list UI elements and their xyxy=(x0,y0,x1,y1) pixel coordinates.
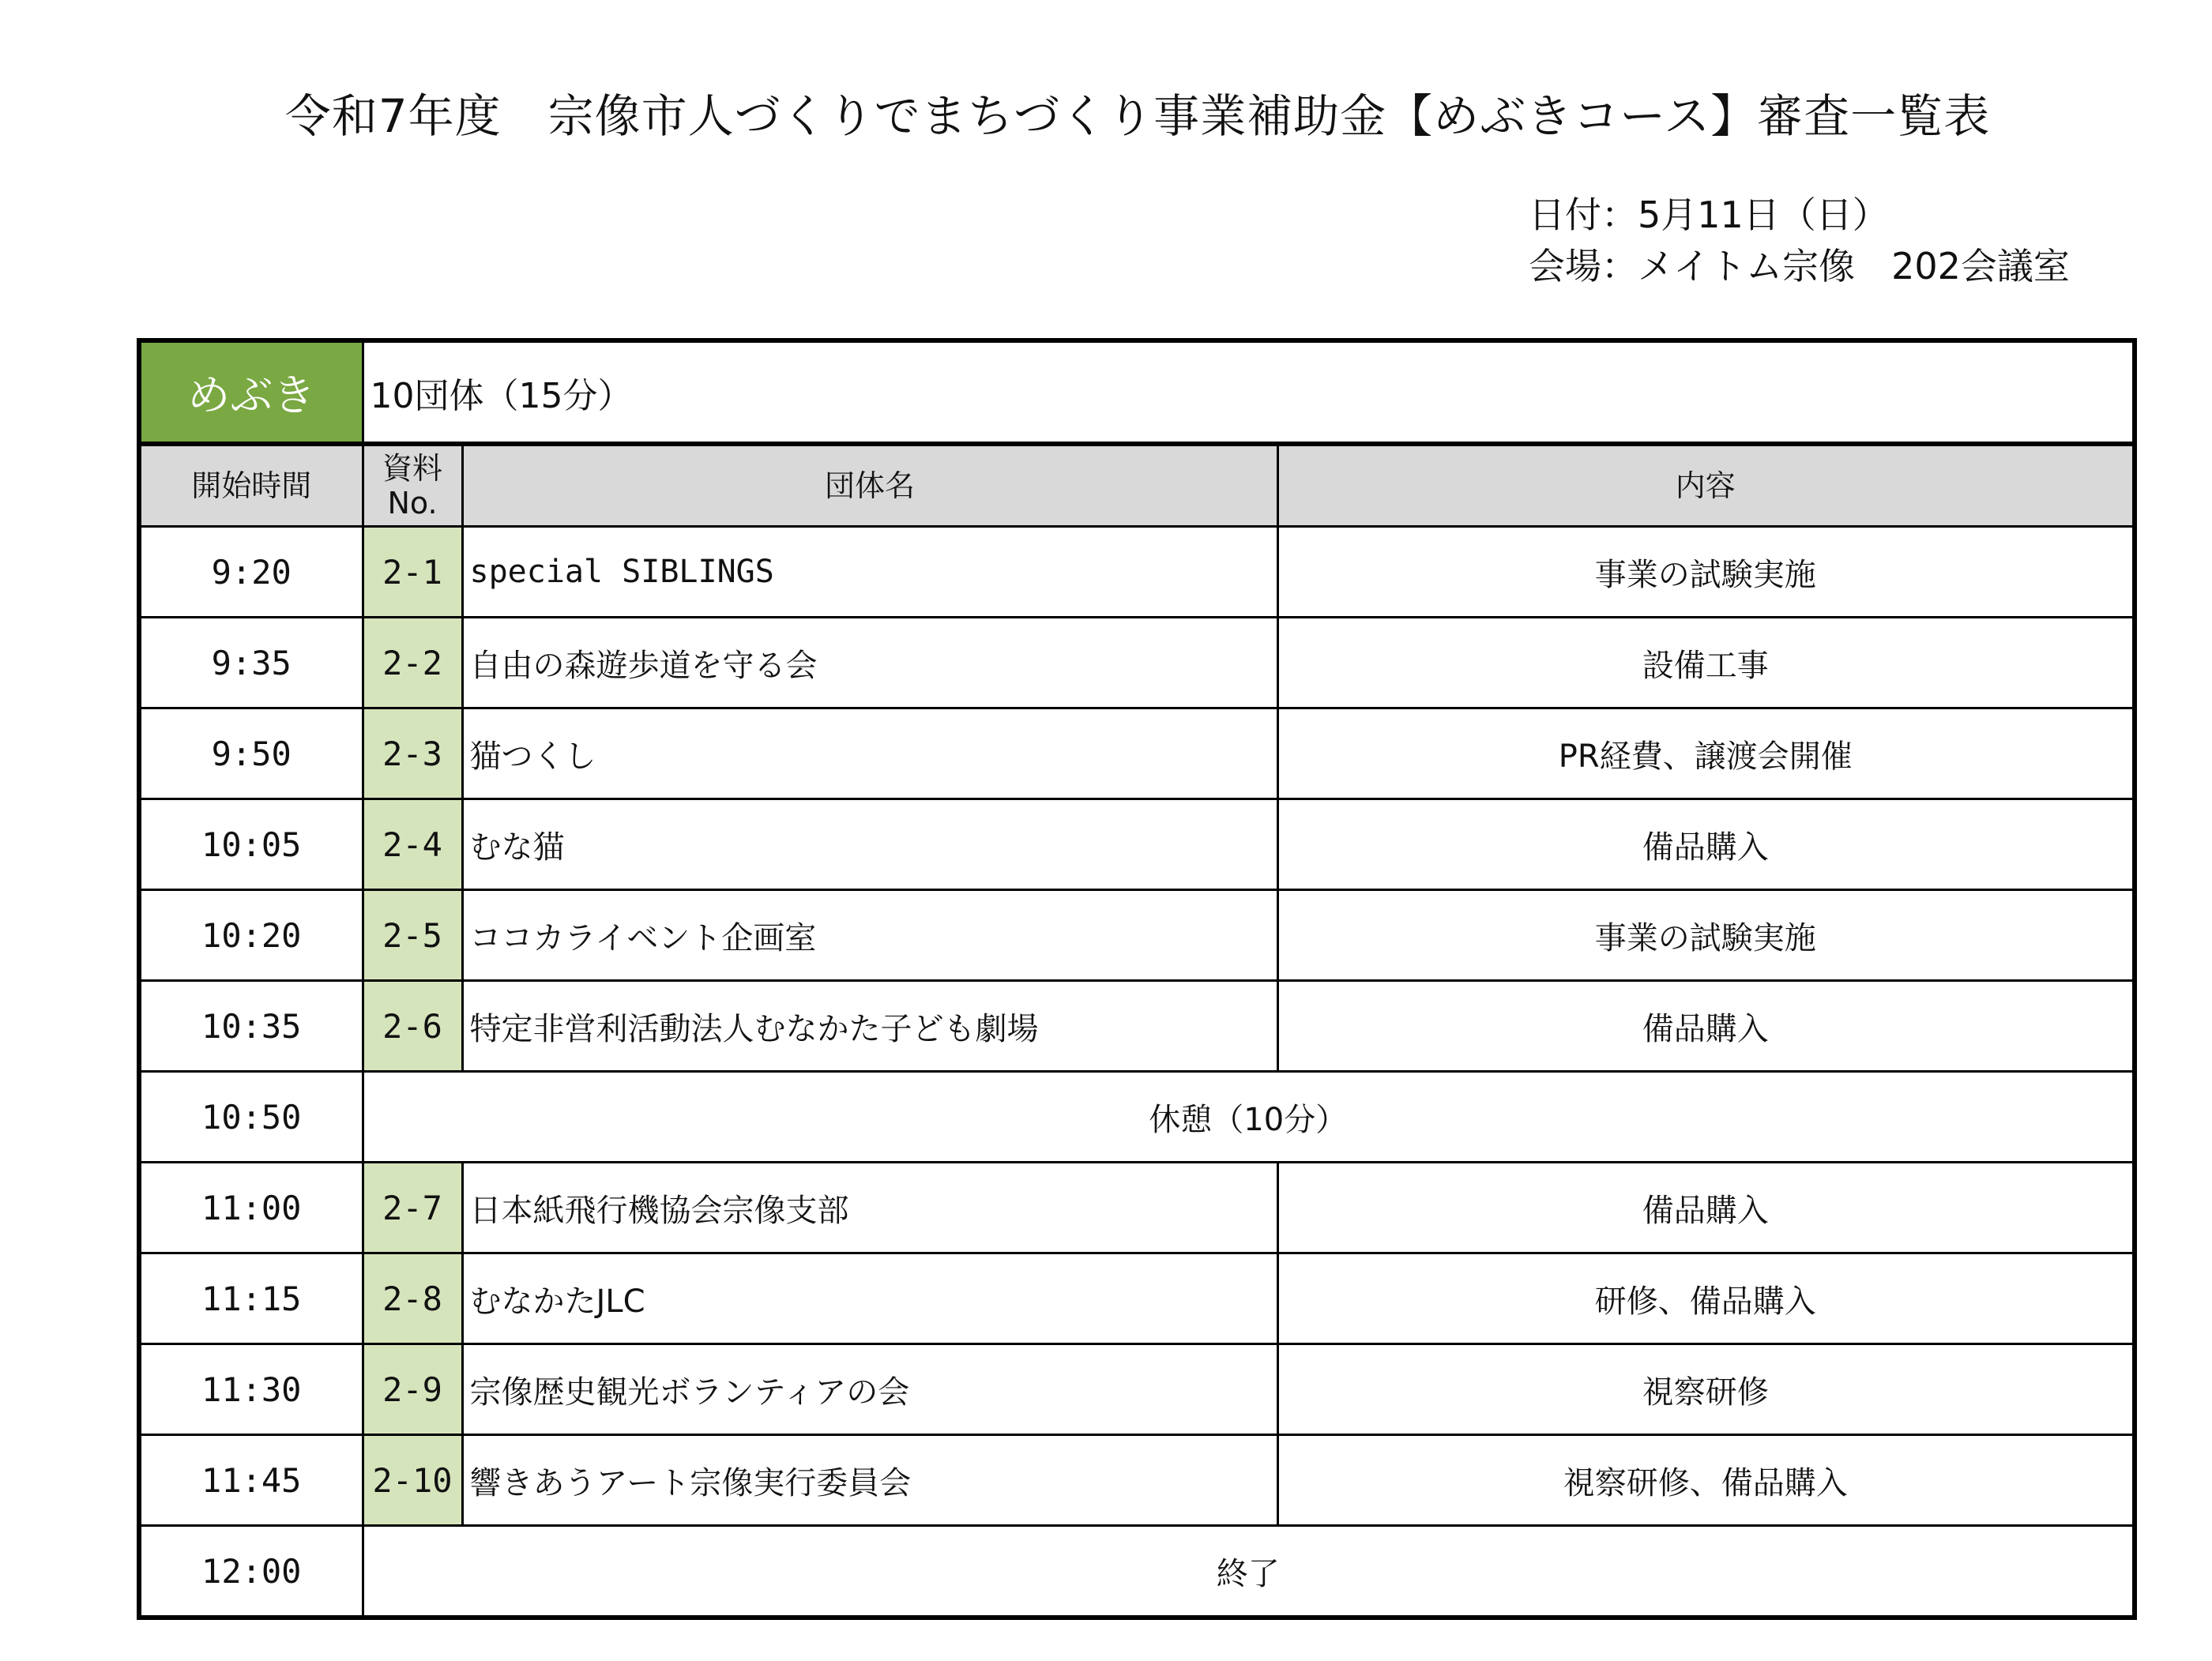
table-row xyxy=(139,708,2135,799)
org-name: 日本紙飛行機協会宗像支部 xyxy=(462,1163,1277,1253)
start-time: 12:00 xyxy=(139,1526,363,1618)
break-row xyxy=(139,1072,2135,1163)
content: 備品購入 xyxy=(1277,1163,2135,1253)
table-row xyxy=(139,527,2135,618)
org-name: 猫つくし xyxy=(462,708,1277,799)
content: 視察研修、備品購入 xyxy=(1277,1435,2135,1526)
end-row xyxy=(139,1526,2135,1618)
content: 備品購入 xyxy=(1277,981,2135,1072)
doc-no: 2-1 xyxy=(363,527,462,618)
table-row xyxy=(139,890,2135,981)
content: 備品購入 xyxy=(1277,799,2135,890)
content: 設備工事 xyxy=(1277,618,2135,708)
doc-no: 2-10 xyxy=(363,1435,462,1526)
content: 事業の試験実施 xyxy=(1277,890,2135,981)
header-doc-no xyxy=(363,444,462,527)
org-name: 響きあうアート宗像実行委員会 xyxy=(462,1435,1277,1526)
org-name: 特定非営利活動法人むなかた子ども劇場 xyxy=(462,981,1277,1072)
table-row xyxy=(139,1163,2135,1253)
doc-no: 2-2 xyxy=(363,618,462,708)
table-row xyxy=(139,1253,2135,1344)
content: 事業の試験実施 xyxy=(1277,527,2135,618)
event-venue: 会場：メイトム宗像 202会議室 xyxy=(1529,245,2070,287)
course-row xyxy=(139,340,2135,444)
start-time: 11:00 xyxy=(139,1163,363,1253)
doc-no: 2-8 xyxy=(363,1253,462,1344)
org-name: 宗像歴史観光ボランティアの会 xyxy=(462,1344,1277,1435)
org-name: special SIBLINGS xyxy=(462,527,1277,618)
table-row xyxy=(139,1344,2135,1435)
event-date: 日付：5月11日（日） xyxy=(1529,194,1889,236)
start-time: 10:50 xyxy=(139,1072,363,1163)
header-start-time: 開始時間 xyxy=(139,444,363,527)
table-row xyxy=(139,1435,2135,1526)
org-name: むな猫 xyxy=(462,799,1277,890)
org-name: 自由の森遊歩道を守る会 xyxy=(462,618,1277,708)
doc-no: 2-9 xyxy=(363,1344,462,1435)
content: PR経費、譲渡会開催 xyxy=(1277,708,2135,799)
start-time: 11:30 xyxy=(139,1344,363,1435)
doc-no: 2-7 xyxy=(363,1163,462,1253)
event-meta xyxy=(1529,190,2070,292)
start-time: 10:05 xyxy=(139,799,363,890)
header-doc-no-line1: 資料 xyxy=(382,451,442,486)
start-time: 10:20 xyxy=(139,890,363,981)
course-label: めぶき xyxy=(139,340,363,444)
table-row xyxy=(139,618,2135,708)
start-time: 11:45 xyxy=(139,1435,363,1526)
org-name: ココカライベント企画室 xyxy=(462,890,1277,981)
header-org-name: 団体名 xyxy=(462,444,1277,527)
start-time: 10:35 xyxy=(139,981,363,1072)
header-doc-no-line2: No. xyxy=(387,486,438,520)
start-time: 11:15 xyxy=(139,1253,363,1344)
doc-no: 2-3 xyxy=(363,708,462,799)
break-label: 休憩（10分） xyxy=(363,1072,2135,1163)
content: 視察研修 xyxy=(1277,1344,2135,1435)
start-time: 9:35 xyxy=(139,618,363,708)
review-schedule-table xyxy=(137,338,2137,1620)
table-row xyxy=(139,799,2135,890)
course-group-count: 10団体（15分） xyxy=(363,340,2135,444)
end-label: 終了 xyxy=(363,1526,2135,1618)
start-time: 9:20 xyxy=(139,527,363,618)
org-name: むなかたJLC xyxy=(462,1253,1277,1344)
header-row xyxy=(139,444,2135,527)
start-time: 9:50 xyxy=(139,708,363,799)
doc-no: 2-5 xyxy=(363,890,462,981)
content: 研修、備品購入 xyxy=(1277,1253,2135,1344)
doc-no: 2-6 xyxy=(363,981,462,1072)
page-title: 令和7年度 宗像市人づくりでまちづくり事業補助金【めぶきコース】審査一覧表 xyxy=(284,89,1991,143)
header-content: 内容 xyxy=(1277,444,2135,527)
doc-no: 2-4 xyxy=(363,799,462,890)
table-row xyxy=(139,981,2135,1072)
